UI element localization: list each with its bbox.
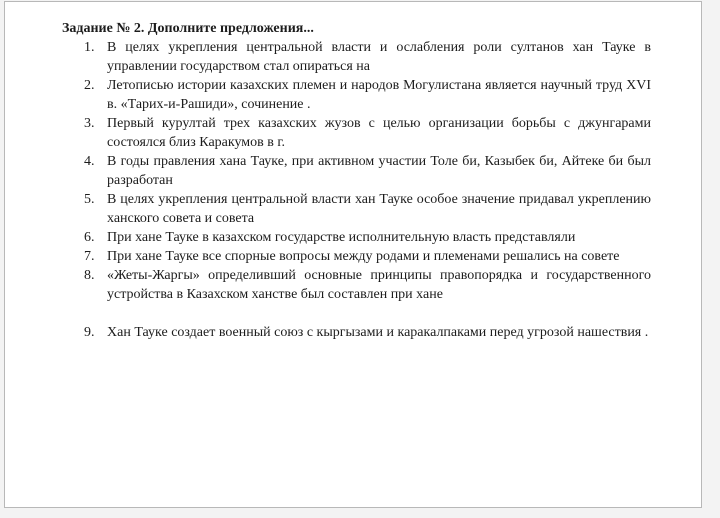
item-number: 1.: [84, 40, 95, 55]
list-item: [84, 323, 651, 342]
item-number: 5.: [84, 192, 95, 207]
list-item: [84, 266, 651, 304]
list-item: [84, 152, 651, 190]
list-item: [84, 76, 651, 114]
assignment-title: Задание № 2. Дополните предложения...: [62, 21, 314, 36]
list-item: [84, 228, 651, 247]
item-text: При хане Тауке все спорные вопросы между родами и племенами решались на совете: [107, 249, 620, 264]
item-number: 6.: [84, 230, 95, 245]
item-number: 9.: [84, 325, 95, 340]
item-number: 3.: [84, 116, 95, 131]
list-item: [84, 114, 651, 152]
item-text: В целях укрепления центральной власти хан Тауке особое значение придавал укреплению ханского совета и совета: [107, 192, 651, 226]
item-text: В годы правления хана Тауке, при активном участии Толе би, Казыбек би, Айтеке би был разработан: [107, 154, 651, 188]
item-text: «Жеты-Жаргы» определивший основные принципы правопорядка и государственного устройства в Казахском ханстве был составлен при хане: [107, 268, 651, 302]
item-number: 7.: [84, 249, 95, 264]
item-text: Первый курултай трех казахских жузов с целью организации борьбы с джунгарами состоялся близ Каракумов в г.: [107, 116, 651, 150]
list-item: [84, 190, 651, 228]
item-text: Хан Тауке создает военный союз с кыргызами и каракалпаками перед угрозой нашествия .: [107, 325, 649, 340]
numbered-list: [84, 38, 651, 342]
document-page: [4, 1, 702, 508]
item-text: В целях укрепления центральной власти и ослабления роли султанов хан Тауке в управлении государством стал опираться на: [107, 40, 651, 74]
item-text: Летописью истории казахских племен и народов Могулистана является научный труд XVI в. «Тарих-и-Рашиди», сочинение .: [107, 78, 651, 112]
list-item: [84, 38, 651, 76]
list-item: [84, 247, 651, 266]
item-text: При хане Тауке в казахском государстве исполнительную власть представляли: [107, 230, 576, 245]
item-number: 8.: [84, 268, 95, 283]
item-number: 2.: [84, 78, 95, 93]
item-number: 4.: [84, 154, 95, 169]
